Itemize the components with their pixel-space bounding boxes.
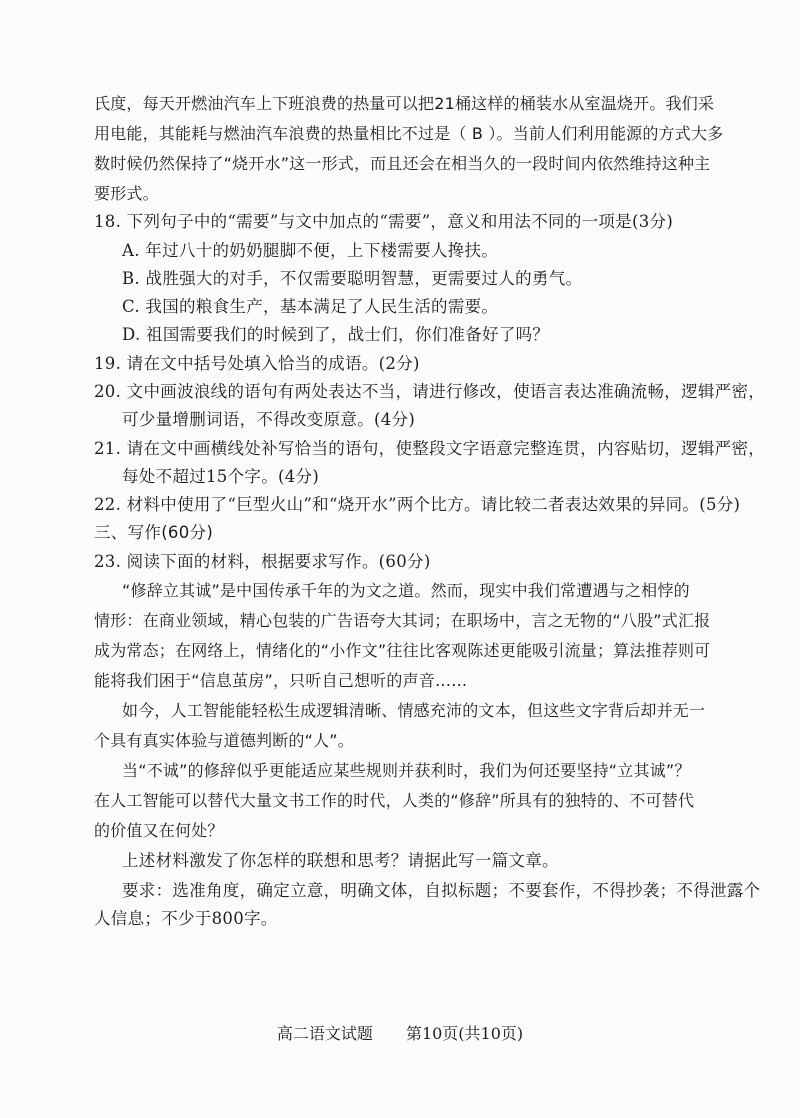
question-18-option-b: B. 战胜强大的对手，不仅需要聪明智慧，更需要过人的勇气。 <box>122 269 583 288</box>
question-19-stem: 19. 请在文中括号处填入恰当的成语。(2分) <box>94 354 420 373</box>
material-p3-line-3: 的价值又在何处？ <box>94 821 224 840</box>
question-23-prompt: 上述材料激发了你怎样的联想和思考？请据此写一篇文章。 <box>122 851 559 870</box>
section-3-title: 三、写作(60分) <box>94 523 214 542</box>
question-20-line-1: 20. 文中画波浪线的语句有两处表达不当，请进行修改，使语言表达准确流畅，逻辑严密， <box>94 382 766 401</box>
question-20-line-2: 可少量增删词语，不得改变原意。(4分) <box>122 410 416 429</box>
intro-line-2: 用电能，其能耗与燃油汽车浪费的热量相比不过是（ B ）。当前人们利用能源的方式大多 <box>94 124 724 143</box>
material-p3-line-1: 当“不诚”的修辞似乎更能适应某些规则并获利时，我们为何还要坚持“立其诚”？ <box>122 761 691 780</box>
material-p1-line-4: 能将我们困于“信息茧房”，只听自己想听的声音…… <box>94 671 468 690</box>
question-18-option-a: A. 年过八十的奶奶腿脚不便，上下楼需要人搀扶。 <box>122 241 499 260</box>
material-p2-line-2: 个具有真实体验与道德判断的“人”。 <box>94 731 354 750</box>
intro-line-3: 数时候仍然保持了“烧开水”这一形式，而且还会在相当久的一段时间内依然维持这种主 <box>94 154 711 173</box>
question-22-stem: 22. 材料中使用了“巨型火山”和“烧开水”两个比方。请比较二者表达效果的异同。(5分) <box>94 495 741 514</box>
footer-page-number: 第10页(共10页) <box>405 1024 524 1043</box>
material-p1-line-3: 成为常态；在网络上，情绪化的“小作文”往往比客观陈述更能吸引流量；算法推荐则可 <box>94 641 711 660</box>
question-18-option-d: D. 祖国需要我们的时候到了，战士们，你们准备好了吗？ <box>122 325 550 344</box>
intro-line-1: 氏度，每天开燃油汽车上下班浪费的热量可以把21桶这样的桶装水从室温烧开。我们采 <box>94 94 715 113</box>
footer-subject: 高二语文试题 <box>276 1024 373 1043</box>
material-p2-line-1: 如今，人工智能能轻松生成逻辑清晰、情感充沛的文本，但这些文字背后却并无一 <box>122 701 706 720</box>
question-23-requirements-line-1: 要求：选准角度，确定立意，明确文体，自拟标题；不要套作，不得抄袭；不得泄露个 <box>122 881 761 900</box>
material-p3-line-2: 在人工智能可以替代大量文书工作的时代，人类的“修辞”所具有的独特的、不可替代 <box>94 791 695 810</box>
material-p1-line-1: “修辞立其诚”是中国传承千年的为文之道。然而，现实中我们常遭遇与之相悖的 <box>122 581 690 600</box>
question-23-stem: 23. 阅读下面的材料，根据要求写作。(60分) <box>94 552 431 571</box>
question-21-line-2: 每处不超过15个字。(4分) <box>122 467 320 486</box>
question-18-option-c: C. 我国的粮食生产，基本满足了人民生活的需要。 <box>122 297 499 316</box>
question-21-line-1: 21. 请在文中画横线处补写恰当的语句，使整段文字语意完整连贯，内容贴切，逻辑严密， <box>94 439 766 458</box>
intro-line-4: 要形式。 <box>94 184 159 203</box>
material-p1-line-2: 情形：在商业领域，精心包装的广告语夸大其词；在职场中，言之无物的“八股”式汇报 <box>94 611 711 630</box>
question-23-requirements-line-2: 人信息；不少于800字。 <box>94 909 278 928</box>
page-footer <box>0 1021 800 1047</box>
question-18-stem: 18. 下列句子中的“需要”与文中加点的“需要”，意义和用法不同的一项是(3分) <box>94 212 674 231</box>
